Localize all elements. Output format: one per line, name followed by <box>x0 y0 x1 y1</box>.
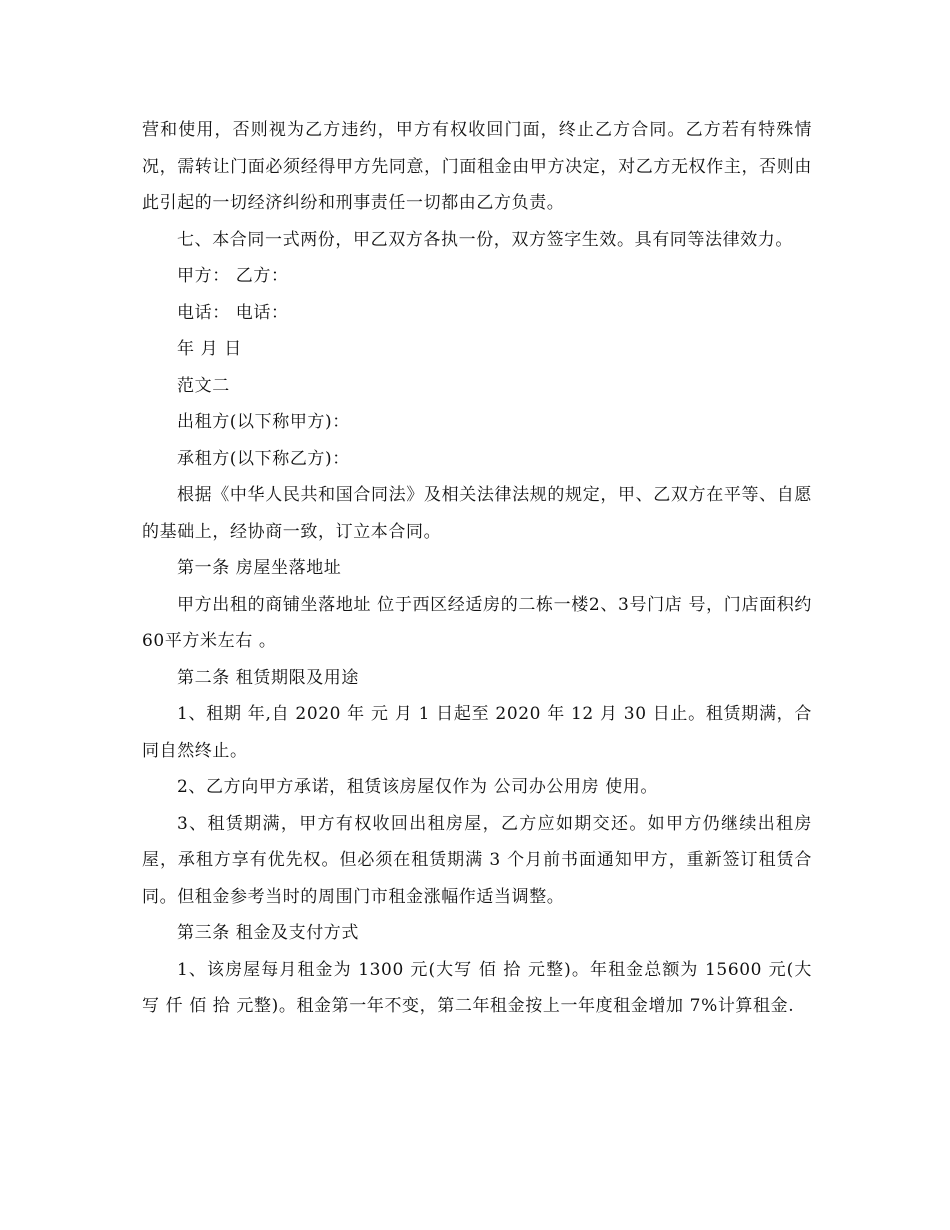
paragraph-continuation: 营和使用，否则视为乙方违约，甲方有权收回门面，终止乙方合同。乙方若有特殊情况，需转让门面必须经得甲方先同意，门面租金由甲方决定，对乙方无权作主，否则由此引起的一切经济纠纷和刑事责任一切都由乙方负责。 <box>142 120 812 213</box>
document-body <box>142 112 812 1025</box>
signature-line-parties: 甲方： 乙方： <box>177 266 289 286</box>
lessee-line: 承租方(以下称乙方)： <box>177 448 350 469</box>
lessor-line: 出租方(以下称甲方)： <box>177 412 350 432</box>
preamble-paragraph: 根据《中华人民共和国合同法》及相关法律法规的规定，甲、乙双方在平等、自愿的基础上，经协商一致，订立本合同。 <box>142 485 812 542</box>
article-two-heading: 第二条 租赁期限及用途 <box>177 667 360 688</box>
article-one-paragraph: 甲方出租的商铺坐落地址 位于西区经适房的二栋一楼2、3号门店 号，门店面积约60平方米左右 。 <box>142 594 812 651</box>
article-two-item-three: 3、租赁期满，甲方有权收回出租房屋，乙方应如期交还。如甲方仍继续出租房屋，承租方享有优先权。但必须在租赁期满 3 个月前书面通知甲方，重新签订租赁合同。但租金参考当时的周围门市租金涨幅作适当调整。 <box>142 813 812 907</box>
article-one-heading: 第一条 房屋坐落地址 <box>177 558 342 578</box>
signature-line-date: 年 月 日 <box>177 339 242 359</box>
article-two-item-one: 1、租期 年,自 2020 年 元 月 1 日起至 2020 年 12 月 30 日止。租赁期满，合同自然终止。 <box>142 704 812 761</box>
article-three-item-one: 1、该房屋每月租金为 1300 元(大写 佰 拾 元整)。年租金总额为 15600 元(大写 仟 佰 拾 元整)。租金第一年不变，第二年租金按上一年度租金增加 7%计算租金. <box>142 959 812 1016</box>
sample-two-heading: 范文二 <box>177 375 230 396</box>
article-two-item-two: 2、乙方向甲方承诺，租赁该房屋仅作为 公司办公用房 使用。 <box>177 777 659 797</box>
signature-line-phones: 电话： 电话： <box>177 302 289 323</box>
paragraph-clause-seven: 七、本合同一式两份，甲乙双方各执一份，双方签字生效。具有同等法律效力。 <box>177 229 793 250</box>
article-three-heading: 第三条 租金及支付方式 <box>177 923 360 943</box>
